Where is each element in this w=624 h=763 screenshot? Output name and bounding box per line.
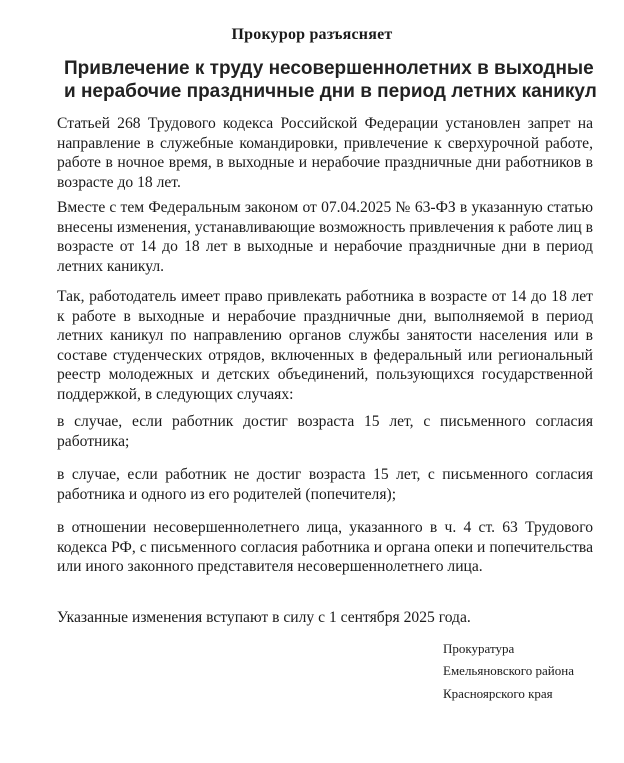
document-title: Привлечение к труду несовершеннолетних в выходные и нерабочие праздничные дни в период летних каникул [64,58,597,102]
signature-line-3: Красноярского края [443,686,553,701]
signature-line-1: Прокуратура [443,641,515,656]
paragraph-effective-date: Указанные изменения вступают в силу с 1 сентября 2025 года. [57,609,471,626]
paragraph-case-2: в случае, если работник не достиг возраста 15 лет, с письменного согласия работника и одного из его родителей (попечителя); [57,466,593,503]
document-header: Прокурор разъясняет [231,26,393,43]
paragraph-2: Вместе с тем Федеральным законом от 07.04.2025 № 63-ФЗ в указанную статью внесены изменения, устанавливающие возможность привлечения к работе лиц в возрасте от 14 до 18 лет в выходные и нерабочие праздничные дни в период летних каникул. [57,199,593,275]
paragraph-1: Статьей 268 Трудового кодекса Российской Федерации установлен запрет на направление в служебные командировки, привлечение к сверхурочной работе, работе в ночное время, в выходные и нерабочие праздничные дни работников в возрасте до 18 лет. [57,115,593,191]
paragraph-case-1: в случае, если работник достиг возраста 15 лет, с письменного согласия работника; [57,413,593,450]
signature-line-2: Емельяновского района [443,663,574,678]
paragraph-3: Так, работодатель имеет право привлекать работника в возрасте от 14 до 18 лет к работе в выходные и нерабочие праздничные дни, выполняемой в период летних каникул по направлению органов службы занятости населения или в составе студенческих отрядов, включенных в федеральный или региональный реестр молодежных и детских объединений, пользующихся государственной поддержкой, в следующих случаях: [57,288,593,403]
paragraph-case-3: в отношении несовершеннолетнего лица, указанного в ч. 4 ст. 63 Трудового кодекса РФ, с письменного согласия работника и органа опеки и попечительства или иного законного представителя несовершеннолетнего лица. [57,519,593,576]
